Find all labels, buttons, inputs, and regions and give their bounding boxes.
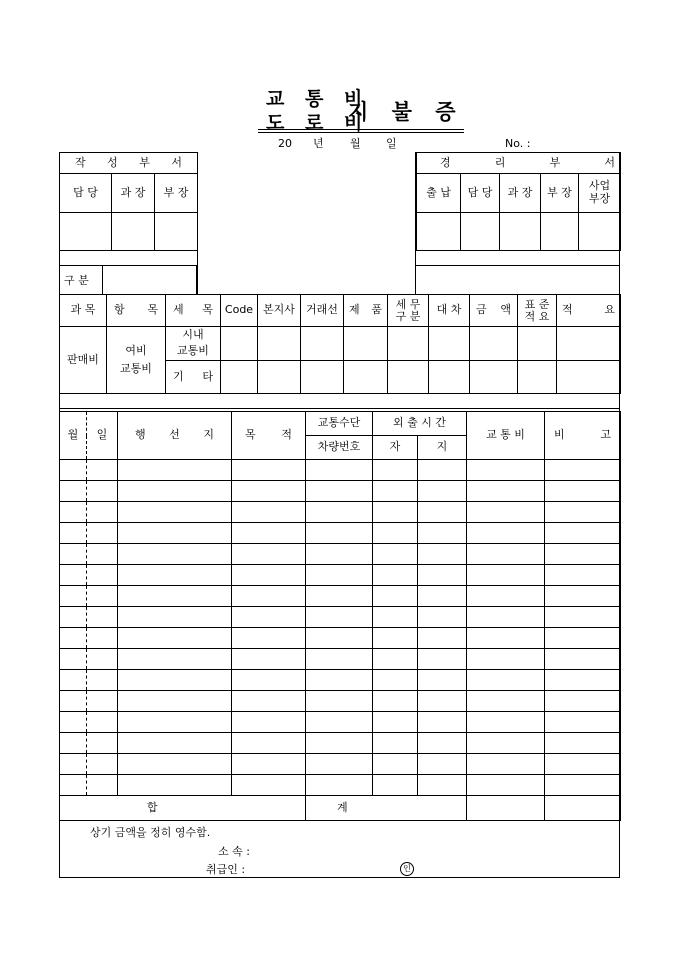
table-row [60,628,621,649]
log-transport-input[interactable] [306,460,373,481]
log-remarks-input[interactable] [545,754,621,775]
log-destination-input[interactable] [118,523,232,544]
other-product-input[interactable] [344,361,388,394]
log-remarks-input[interactable] [545,775,621,796]
other-standard-input[interactable] [518,361,557,394]
log-transport-input[interactable] [306,670,373,691]
sales-cost-label: 판매비 [60,327,107,394]
log-day-input[interactable] [87,733,118,754]
col-debit-credit: 대 차 [429,295,470,327]
table-row [60,712,621,733]
table-row [60,460,621,481]
table-row [60,649,621,670]
log-destination-input[interactable] [118,754,232,775]
log-day-input[interactable] [87,628,118,649]
log-remarks-input[interactable] [545,691,621,712]
log-transport-input[interactable] [306,775,373,796]
city-debit-input[interactable] [429,327,470,361]
log-remarks-input[interactable] [545,586,621,607]
log-transport-input[interactable] [306,481,373,502]
log-month-input[interactable] [60,502,87,523]
col-client: 거래선 [301,295,344,327]
approval-center-blank [197,152,416,294]
log-transport-input[interactable] [306,544,373,565]
log-remarks-input[interactable] [545,481,621,502]
log-purpose-input[interactable] [232,628,306,649]
other-debit-input[interactable] [429,361,470,394]
col-code: Code [221,295,258,327]
log-day-input[interactable] [87,481,118,502]
log-from-input[interactable] [373,544,418,565]
band-line-right [416,250,620,251]
log-from-input[interactable] [373,481,418,502]
log-destination-input[interactable] [118,565,232,586]
col-branch: 본지사 [258,295,301,327]
log-remarks-input[interactable] [545,607,621,628]
city-standard-input[interactable] [518,327,557,361]
log-destination-input[interactable] [118,607,232,628]
log-purpose-input[interactable] [232,544,306,565]
title-line-2: 도 로 비 [266,112,370,134]
log-remarks-input[interactable] [545,712,621,733]
log-month-input[interactable] [60,628,87,649]
log-to-input[interactable] [418,670,467,691]
accounting-role-staff: 담 당 [461,174,500,213]
log-day-input[interactable] [87,586,118,607]
log-col-vehicle-no: 차량번호 [306,436,373,460]
division-label: 구 분 [64,274,89,287]
log-destination-input[interactable] [118,712,232,733]
total-label-cell-2: 계 [306,796,467,821]
accounting-dept-heading: 경 리 부 서 [417,153,621,174]
log-fare-input[interactable] [467,502,545,523]
accounting-sign-staff[interactable] [461,213,500,251]
log-from-input[interactable] [373,733,418,754]
table-row [60,544,621,565]
table-row [60,670,621,691]
table-row [60,775,621,796]
log-destination-input[interactable] [118,481,232,502]
log-remarks-input[interactable] [545,544,621,565]
log-col-purpose: 목 적 [232,412,306,460]
log-fare-input[interactable] [467,544,545,565]
log-purpose-input[interactable] [232,607,306,628]
log-day-input[interactable] [87,460,118,481]
receipt-statement: 상기 금액을 정히 영수함. [90,826,211,839]
accounting-sign-cashier[interactable] [417,213,461,251]
col-item: 항 목 [107,295,166,327]
log-from-input[interactable] [373,628,418,649]
log-destination-input[interactable] [118,733,232,754]
log-transport-input[interactable] [306,565,373,586]
account-items-table [59,294,621,394]
col-summary: 적 요 [557,295,621,327]
accounting-sign-director[interactable] [541,213,579,251]
log-from-input[interactable] [373,775,418,796]
log-day-input[interactable] [87,565,118,586]
log-col-remarks: 비 고 [545,412,621,460]
log-day-input[interactable] [87,523,118,544]
log-from-input[interactable] [373,460,418,481]
log-day-input[interactable] [87,670,118,691]
accounting-role-manager: 과 장 [500,174,541,213]
log-month-input[interactable] [60,712,87,733]
total-label-cell: 합 [60,796,306,821]
log-transport-input[interactable] [306,502,373,523]
log-to-input[interactable] [418,544,467,565]
log-purpose-input[interactable] [232,754,306,775]
title-underline-top [258,129,464,130]
log-month-input[interactable] [60,649,87,670]
city-tax-input[interactable] [388,327,429,361]
log-destination-input[interactable] [118,775,232,796]
log-fare-input[interactable] [467,712,545,733]
accounting-role-cashier: 출 납 [417,174,461,213]
log-col-to: 지 [418,436,467,460]
log-remarks-input[interactable] [545,523,621,544]
log-to-input[interactable] [418,607,467,628]
table-row [60,481,621,502]
log-to-input[interactable] [418,565,467,586]
log-purpose-input[interactable] [232,649,306,670]
log-from-input[interactable] [373,502,418,523]
log-remarks-input[interactable] [545,565,621,586]
log-remarks-input[interactable] [545,460,621,481]
log-top-line [59,408,620,409]
log-month-input[interactable] [60,670,87,691]
col-tax-type: 세 무 구 분 [388,295,429,327]
log-to-input[interactable] [418,775,467,796]
log-fare-input[interactable] [467,481,545,502]
log-month-input[interactable] [60,460,87,481]
writer-role-director: 부 장 [155,174,198,213]
log-destination-input[interactable] [118,460,232,481]
log-month-input[interactable] [60,565,87,586]
log-to-input[interactable] [418,628,467,649]
log-to-input[interactable] [418,481,467,502]
log-remarks-input[interactable] [545,670,621,691]
table-row [60,565,621,586]
log-fare-input[interactable] [467,460,545,481]
log-fare-input[interactable] [467,691,545,712]
table-row [60,502,621,523]
title-suffix: 지 불 증 [348,99,464,124]
log-col-transport: 교통수단 [306,412,373,436]
log-destination-input[interactable] [118,544,232,565]
writer-dept-heading: 작 성 부 서 [60,153,198,174]
city-client-input[interactable] [301,327,344,361]
log-remarks-input[interactable] [545,628,621,649]
log-transport-input[interactable] [306,607,373,628]
log-transport-input[interactable] [306,691,373,712]
writer-role-manager: 과 장 [112,174,155,213]
total-remarks-input[interactable] [545,796,621,821]
log-from-input[interactable] [373,586,418,607]
col-detail: 세 목 [166,295,221,327]
log-to-input[interactable] [418,691,467,712]
log-month-input[interactable] [60,607,87,628]
log-purpose-input[interactable] [232,691,306,712]
affiliation-label: 소 속 : [218,845,250,858]
log-month-input[interactable] [60,691,87,712]
log-col-outing-time: 외 출 시 간 [373,412,467,436]
writer-approval-box [59,152,198,251]
log-transport-input[interactable] [306,628,373,649]
log-transport-input[interactable] [306,754,373,775]
col-standard-summary: 표 준 적 요 [518,295,557,327]
log-from-input[interactable] [373,649,418,670]
date-day-label: 일 [386,137,397,150]
log-to-input[interactable] [418,523,467,544]
table-row [60,754,621,775]
log-destination-input[interactable] [118,670,232,691]
other-amount-input[interactable] [470,361,518,394]
log-month-input[interactable] [60,544,87,565]
accounting-sign-business-director[interactable] [579,213,621,251]
log-to-input[interactable] [418,502,467,523]
log-transport-input[interactable] [306,712,373,733]
log-fare-input[interactable] [467,754,545,775]
log-month-input[interactable] [60,775,87,796]
log-fare-input[interactable] [467,733,545,754]
writer-sign-manager[interactable] [112,213,155,251]
log-to-input[interactable] [418,586,467,607]
log-col-day: 일 [87,412,118,460]
log-purpose-input[interactable] [232,586,306,607]
log-purpose-input[interactable] [232,670,306,691]
log-purpose-input[interactable] [232,523,306,544]
log-remarks-input[interactable] [545,649,621,670]
log-purpose-input[interactable] [232,481,306,502]
other-summary-input[interactable] [557,361,621,394]
table-row [60,586,621,607]
band-line-left [59,250,197,251]
total-fare-input[interactable] [467,796,545,821]
table-row [60,607,621,628]
date-year-label: 년 [313,137,324,150]
other-label: 기 타 [166,361,221,394]
writer-role-staff: 담 당 [60,174,112,213]
col-subject: 과 목 [60,295,107,327]
log-transport-input[interactable] [306,586,373,607]
log-purpose-input[interactable] [232,502,306,523]
col-amount: 금 액 [470,295,518,327]
log-day-input[interactable] [87,691,118,712]
col-product: 제 품 [344,295,388,327]
other-code-input[interactable] [221,361,258,394]
log-purpose-input[interactable] [232,733,306,754]
table-row [60,691,621,712]
log-destination-input[interactable] [118,628,232,649]
division-input[interactable] [103,265,197,294]
log-to-input[interactable] [418,712,467,733]
log-from-input[interactable] [373,712,418,733]
city-summary-input[interactable] [557,327,621,361]
date-month-label: 월 [350,137,361,150]
log-col-from: 자 [373,436,418,460]
accounting-sign-manager[interactable] [500,213,541,251]
log-fare-input[interactable] [467,565,545,586]
log-purpose-input[interactable] [232,775,306,796]
city-amount-input[interactable] [470,327,518,361]
writer-sign-staff[interactable] [60,213,112,251]
table-row [60,523,621,544]
handler-label: 취급인 : [206,863,246,876]
log-purpose-input[interactable] [232,712,306,733]
log-to-input[interactable] [418,733,467,754]
log-remarks-input[interactable] [545,733,621,754]
log-purpose-input[interactable] [232,565,306,586]
log-to-input[interactable] [418,460,467,481]
log-fare-input[interactable] [467,586,545,607]
log-month-input[interactable] [60,754,87,775]
log-to-input[interactable] [418,754,467,775]
log-fare-input[interactable] [467,523,545,544]
log-remarks-input[interactable] [545,502,621,523]
log-month-input[interactable] [60,733,87,754]
log-transport-input[interactable] [306,523,373,544]
log-from-input[interactable] [373,523,418,544]
travel-cost-label: 여비 교통비 [107,327,166,394]
log-day-input[interactable] [87,502,118,523]
seal-mark: 인 [400,862,414,876]
travel-log-table [59,411,621,821]
log-destination-input[interactable] [118,649,232,670]
other-client-input[interactable] [301,361,344,394]
accounting-role-director: 부 장 [541,174,579,213]
log-transport-input[interactable] [306,649,373,670]
log-day-input[interactable] [87,649,118,670]
log-day-input[interactable] [87,712,118,733]
log-month-input[interactable] [60,523,87,544]
title-underline-bottom [258,132,464,133]
log-fare-input[interactable] [467,775,545,796]
log-destination-input[interactable] [118,586,232,607]
title-line-1: 교 통 비 [266,88,370,110]
log-fare-input[interactable] [467,649,545,670]
log-destination-input[interactable] [118,502,232,523]
log-transport-input[interactable] [306,733,373,754]
log-from-input[interactable] [373,670,418,691]
log-purpose-input[interactable] [232,460,306,481]
log-to-input[interactable] [418,649,467,670]
city-branch-input[interactable] [258,327,301,361]
log-day-input[interactable] [87,754,118,775]
log-from-input[interactable] [373,607,418,628]
log-day-input[interactable] [87,775,118,796]
writer-sign-director[interactable] [155,213,198,251]
log-col-fare: 교 통 비 [467,412,545,460]
log-fare-input[interactable] [467,607,545,628]
log-from-input[interactable] [373,565,418,586]
city-product-input[interactable] [344,327,388,361]
other-branch-input[interactable] [258,361,301,394]
log-fare-input[interactable] [467,628,545,649]
log-from-input[interactable] [373,691,418,712]
log-month-input[interactable] [60,586,87,607]
city-code-input[interactable] [221,327,258,361]
log-from-input[interactable] [373,754,418,775]
accounting-approval-box [416,152,621,251]
table-row [60,733,621,754]
log-fare-input[interactable] [467,670,545,691]
log-destination-input[interactable] [118,691,232,712]
city-transport-label: 시내 교통비 [166,327,221,361]
log-day-input[interactable] [87,607,118,628]
date-year-prefix: 20 [278,137,292,150]
log-day-input[interactable] [87,544,118,565]
other-tax-input[interactable] [388,361,429,394]
document-number-label: No. : [505,137,531,150]
accounting-role-business-director: 사업 부장 [579,174,621,213]
log-col-month: 월 [60,412,87,460]
log-month-input[interactable] [60,481,87,502]
log-col-destination: 행 선 지 [118,412,232,460]
